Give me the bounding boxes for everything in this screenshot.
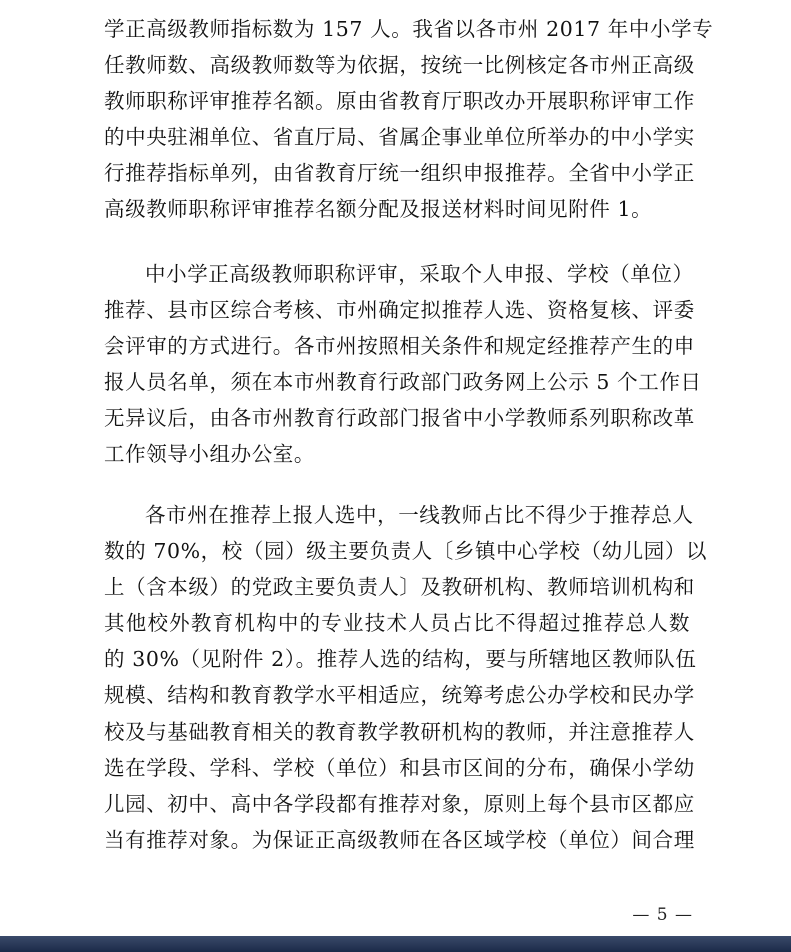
paragraph-1: [104, 11, 714, 228]
text-line: 高级教师职称评审推荐名额分配及报送材料时间见附件 1。: [104, 197, 653, 222]
paragraph-3: [104, 497, 708, 858]
page-number: — 5 —: [632, 905, 693, 925]
text-line: 各市州在推荐上报人选中，一线教师占比不得少于推荐总人: [145, 503, 694, 527]
text-line: 中小学正高级教师职称评审，采取个人申报、学校（单位）: [145, 262, 694, 286]
text-line: 行推荐指标单列，由省教育厅统一组织申报推荐。全省中小学正: [104, 161, 695, 186]
text-line: 报人员名单，须在本市州教育行政部门政务网上公示 5 个工作日: [104, 370, 702, 395]
text-line: 规模、结构和教育教学水平相适应，统筹考虑公办学校和民办学: [104, 683, 695, 708]
text-line: 的 30%（见附件 2）。推荐人选的结构，要与所辖地区教师队伍: [104, 647, 697, 672]
text-line: 学正高级教师指标数为 157 人。我省以各市州 2017 年中小学专: [104, 17, 714, 41]
viewer-bottom-bar: [0, 936, 791, 952]
text-line: 教师职称评审推荐名额。原由省教育厅职改办开展职称评审工作: [104, 89, 695, 114]
text-line: 会评审的方式进行。各市州按照相关条件和规定经推荐产生的申: [104, 334, 695, 359]
text-line: 其他校外教育机构中的专业技术人员占比不得超过推荐总人数: [104, 611, 690, 636]
text-line: 任教师数、高级教师数等为依据，按统一比例核定各市州正高级: [104, 53, 695, 78]
text-line: 推荐、县市区综合考核、市州确定拟推荐人选、资格复核、评委: [104, 298, 695, 323]
text-line: 当有推荐对象。为保证正高级教师在各区域学校（单位）间合理: [104, 827, 695, 852]
text-line: 选在学段、学科、学校（单位）和县市区间的分布，确保小学幼: [104, 755, 695, 780]
text-line: 无异议后，由各市州教育行政部门报省中小学教师系列职称改革: [104, 406, 695, 431]
text-line: 工作领导小组办公室。: [104, 442, 315, 467]
text-line: 的中央驻湘单位、省直厅局、省属企事业单位所举办的中小学实: [104, 125, 695, 150]
paragraph-2: [104, 256, 702, 473]
text-line: 数的 70%，校（园）级主要负责人〔乡镇中心学校（幼儿园）以: [104, 539, 708, 564]
text-line: 校及与基础教育相关的教育教学教研机构的教师，并注意推荐人: [104, 719, 695, 744]
text-line: 儿园、初中、高中各学段都有推荐对象，原则上每个县市区都应: [104, 791, 695, 816]
text-line: 上（含本级）的党政主要负责人〕及教研机构、教师培训机构和: [104, 575, 695, 600]
